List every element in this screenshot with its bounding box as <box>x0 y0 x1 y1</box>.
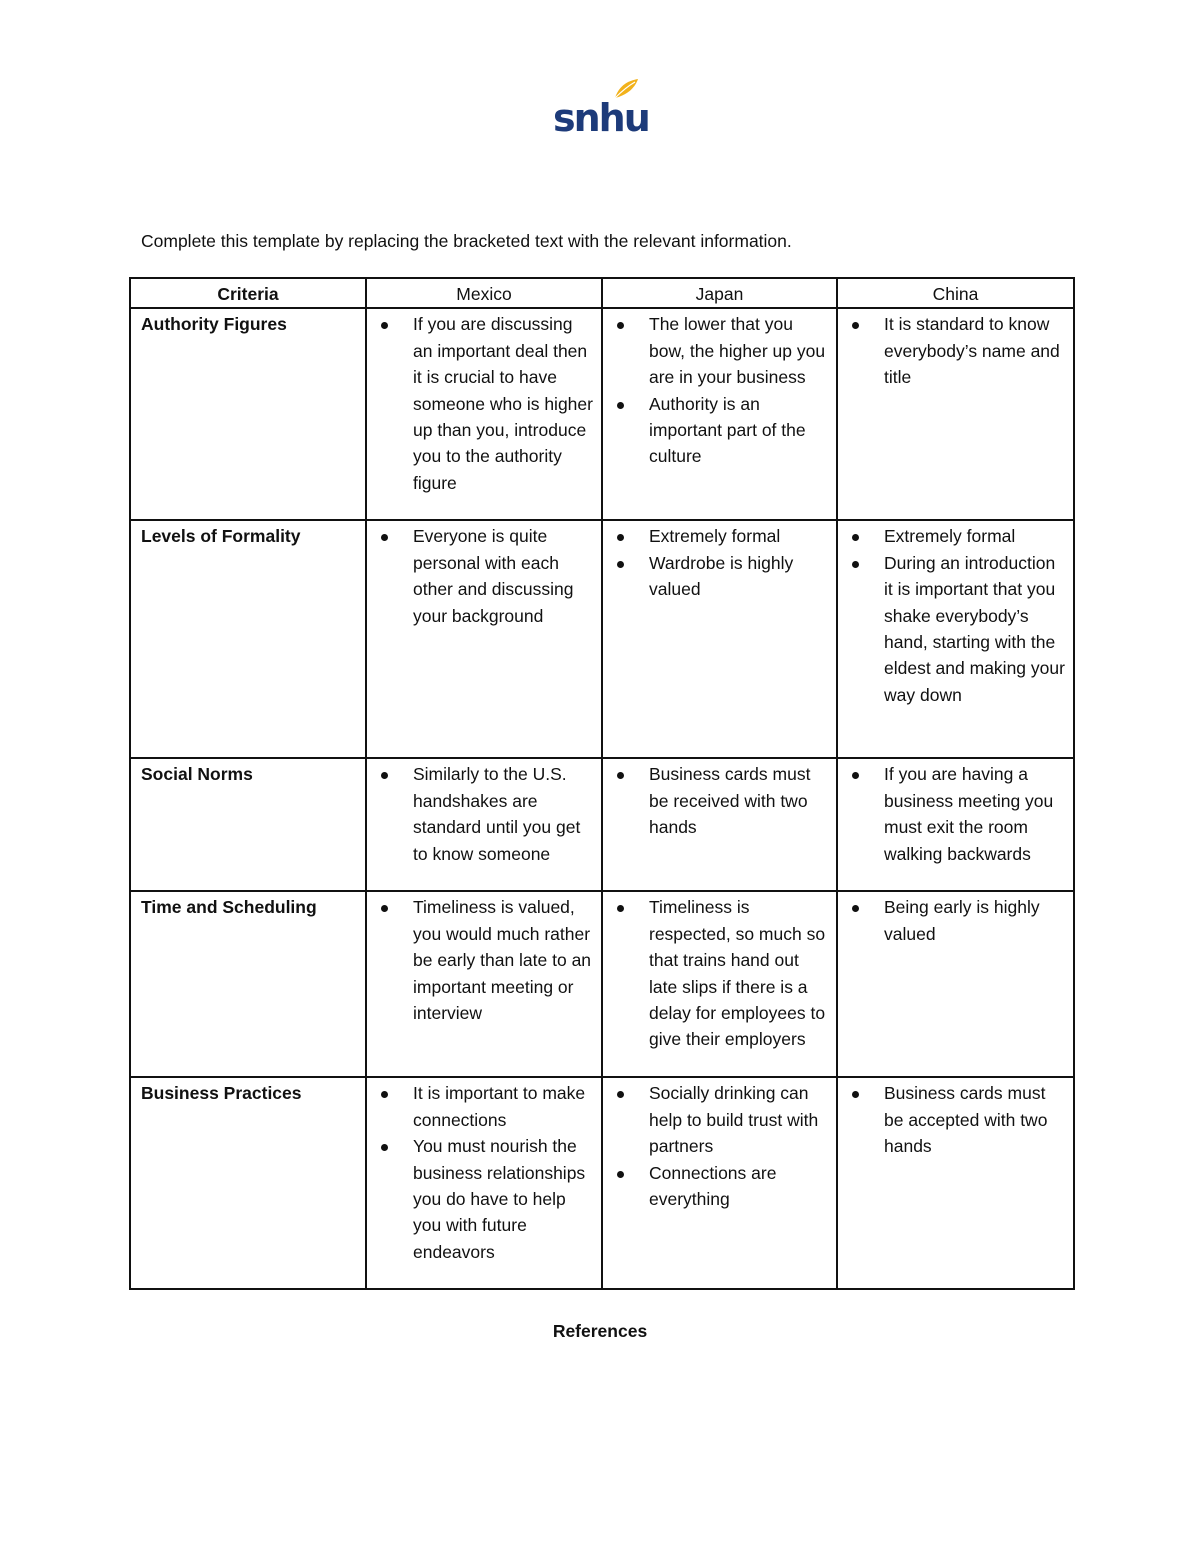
china-cell <box>837 758 1074 891</box>
china-cell <box>837 308 1074 520</box>
mexico-cell <box>366 520 602 758</box>
table-row <box>130 308 1074 520</box>
bullet-item: Being early is highly valued <box>848 894 1067 947</box>
china-cell <box>837 1077 1074 1289</box>
bullet-item: It is important to make connections <box>377 1080 595 1133</box>
bullet-item: It is standard to know everybody’s name and title <box>848 311 1067 390</box>
bullet-item: If you are discussing an important deal then it is crucial to have someone who is higher up than you, introduce you to the authority figure <box>377 311 595 496</box>
bullet-item: Wardrobe is highly valued <box>613 550 830 603</box>
mexico-cell <box>366 1077 602 1289</box>
japan-cell <box>602 308 837 520</box>
header-japan: Japan <box>602 278 837 308</box>
criterion-cell: Authority Figures <box>130 308 366 520</box>
mexico-cell <box>366 758 602 891</box>
snhu-logo <box>553 78 649 142</box>
instructions-text: Complete this template by replacing the bracketed text with the relevant information. <box>141 231 792 251</box>
header-china: China <box>837 278 1074 308</box>
bullet-item: If you are having a business meeting you must exit the room walking backwards <box>848 761 1067 867</box>
criterion-cell: Social Norms <box>130 758 366 891</box>
criterion-cell: Business Practices <box>130 1077 366 1289</box>
japan-cell <box>602 1077 837 1289</box>
references-heading: References <box>552 1321 648 1341</box>
cultural-comparison-table <box>129 277 1075 1290</box>
bullet-item: Everyone is quite personal with each other and discussing your background <box>377 523 595 629</box>
logo-text: snhu <box>553 96 649 140</box>
table-row <box>130 891 1074 1077</box>
bullet-item: The lower that you bow, the higher up you are in your business <box>613 311 830 390</box>
japan-cell <box>602 520 837 758</box>
header-criteria: Criteria <box>130 278 366 308</box>
bullet-item: Business cards must be received with two hands <box>613 761 830 840</box>
mexico-cell <box>366 891 602 1077</box>
china-cell <box>837 891 1074 1077</box>
japan-cell <box>602 891 837 1077</box>
bullet-item: Extremely formal <box>848 523 1067 549</box>
bullet-item: During an introduction it is important that you shake everybody’s hand, starting with the eldest and making your way down <box>848 550 1067 708</box>
bullet-item: Connections are everything <box>613 1160 830 1213</box>
bullet-item: Similarly to the U.S. handshakes are standard until you get to know someone <box>377 761 595 867</box>
bullet-item: Extremely formal <box>613 523 830 549</box>
mexico-cell <box>366 308 602 520</box>
table-row <box>130 758 1074 891</box>
criterion-cell: Levels of Formality <box>130 520 366 758</box>
table-row <box>130 1077 1074 1289</box>
table-row <box>130 520 1074 758</box>
bullet-item: Timeliness is valued, you would much rather be early than late to an important meeting or interview <box>377 894 595 1026</box>
china-cell <box>837 520 1074 758</box>
bullet-item: Timeliness is respected, so much so that trains hand out late slips if there is a delay for employees to give their employers <box>613 894 830 1052</box>
japan-cell <box>602 758 837 891</box>
criterion-cell: Time and Scheduling <box>130 891 366 1077</box>
bullet-item: Socially drinking can help to build trust with partners <box>613 1080 830 1159</box>
bullet-item: Authority is an important part of the culture <box>613 391 830 470</box>
table-header-row <box>130 278 1074 308</box>
bullet-item: Business cards must be accepted with two hands <box>848 1080 1067 1159</box>
header-mexico: Mexico <box>366 278 602 308</box>
bullet-item: You must nourish the business relationships you do have to help you with future endeavors <box>377 1133 595 1265</box>
